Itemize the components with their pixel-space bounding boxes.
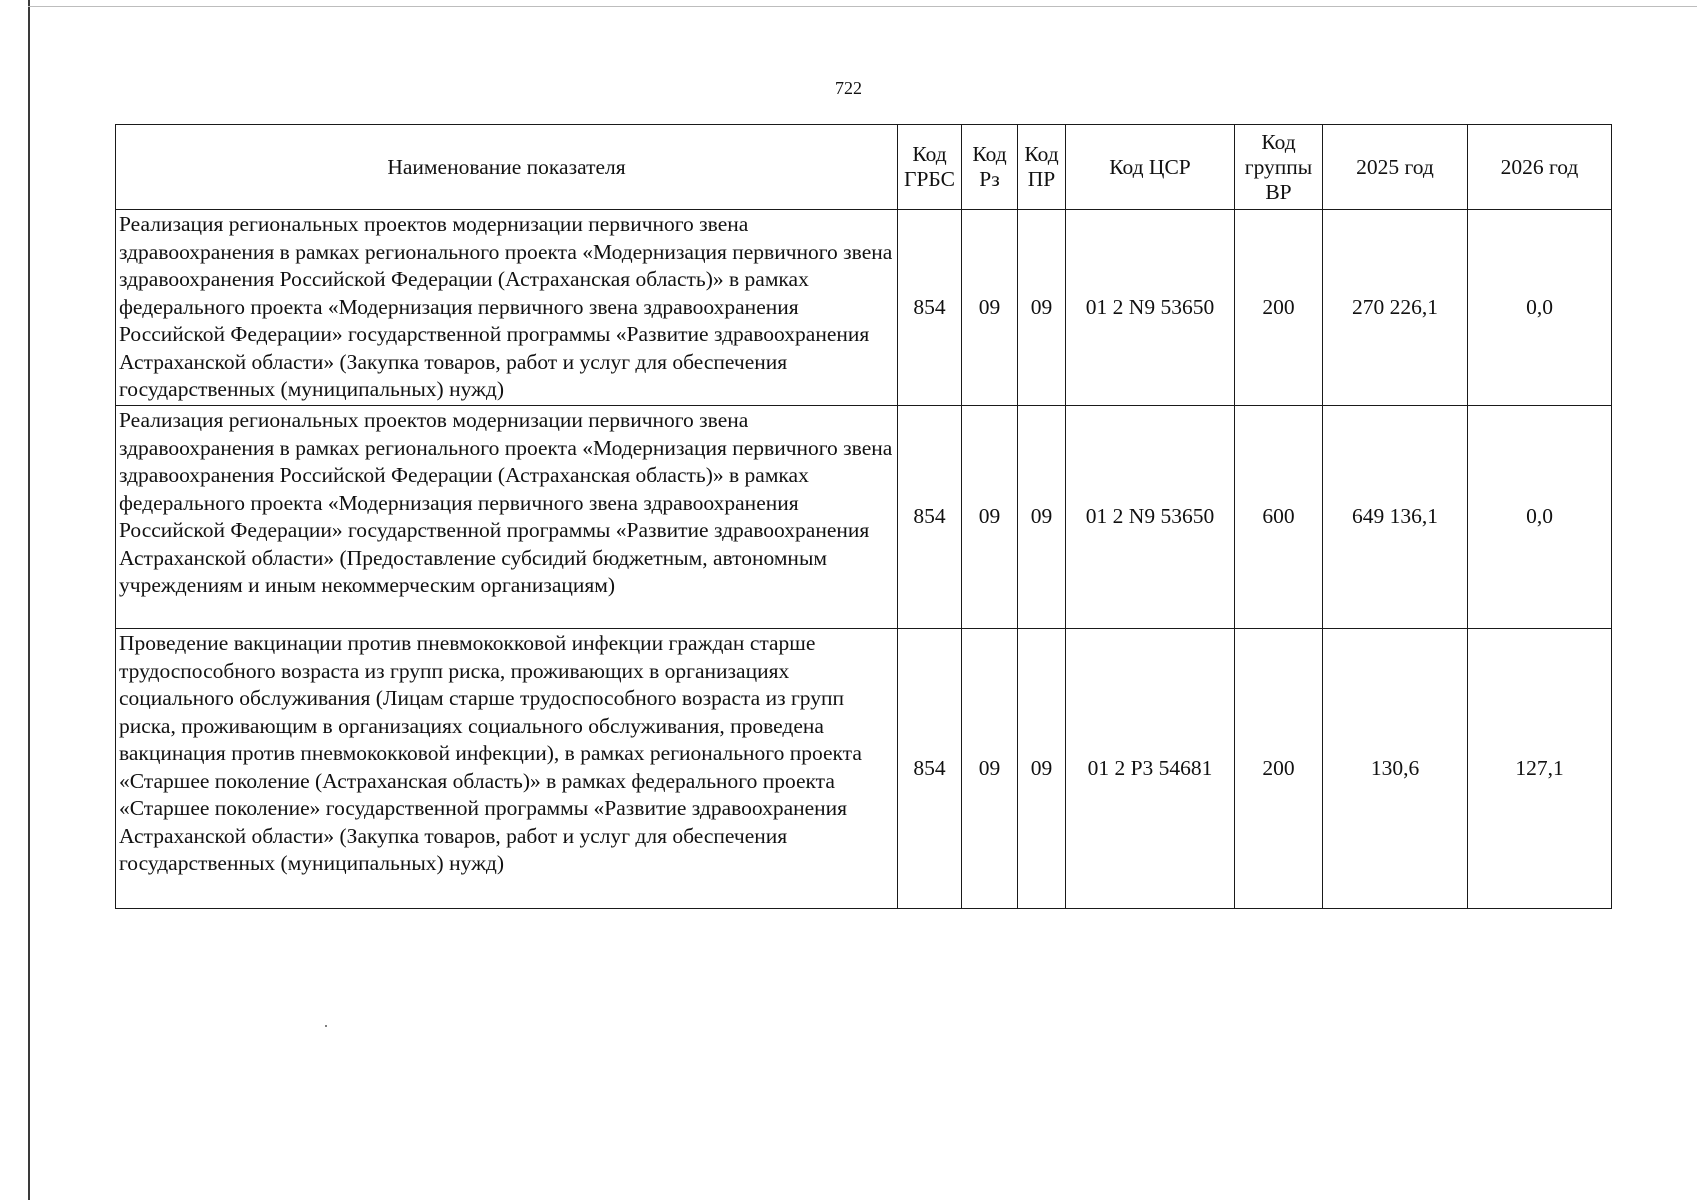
cell-vr: 200: [1235, 210, 1323, 406]
page-number: 722: [835, 78, 862, 98]
cell-grbs: 854: [898, 406, 962, 629]
header-2025: 2025 год: [1323, 125, 1468, 210]
header-pr: Код ПР: [1018, 125, 1066, 210]
header-vr: Код группы ВР: [1235, 125, 1323, 210]
cell-csr: 01 2 N9 53650: [1066, 210, 1235, 406]
cell-grbs: 854: [898, 629, 962, 909]
cell-2025: 270 226,1: [1323, 210, 1468, 406]
cell-name: Проведение вакцинации против пневмококковой инфекции граждан старше трудоспособного возраста из групп риска, проживающих в организациях социального обслуживания (Лицам старше трудоспособного возраста из групп риска, проживающим в организациях социального обслуживания, проведена вакцинация против пневмококковой инфекции), в рамках регионального проекта «Старшее поколение (Астраханская область)» в рамках федерального проекта «Старшее поколение» государственной программы «Развитие здравоохранения Астраханской области» (Закупка товаров, работ и услуг для обеспечения государственных (муниципальных) нужд): [116, 629, 898, 909]
header-grbs: Код ГРБС: [898, 125, 962, 210]
table-header-row: [116, 125, 1612, 210]
table-row: [116, 406, 1612, 629]
scan-edge-left: [28, 0, 30, 1200]
header-name: Наименование показателя: [116, 125, 898, 210]
header-2026: 2026 год: [1468, 125, 1612, 210]
cell-rz: 09: [962, 210, 1018, 406]
cell-vr: 200: [1235, 629, 1323, 909]
cell-pr: 09: [1018, 629, 1066, 909]
cell-rz: 09: [962, 629, 1018, 909]
table-row: [116, 629, 1612, 909]
header-rz: Код Рз: [962, 125, 1018, 210]
cell-pr: 09: [1018, 210, 1066, 406]
cell-name: Реализация региональных проектов модернизации первичного звена здравоохранения в рамках регионального проекта «Модернизация первичного звена здравоохранения Российской Федерации (Астраханская область)» в рамках федерального проекта «Модернизация первичного звена здравоохранения Российской Федерации» государственной программы «Развитие здравоохранения Астраханской области» (Предоставление субсидий бюджетным, автономным учреждениям и иным некоммерческим организациям): [116, 406, 898, 629]
cell-2025: 649 136,1: [1323, 406, 1468, 629]
cell-vr: 600: [1235, 406, 1323, 629]
cell-2026: 127,1: [1468, 629, 1612, 909]
cell-csr: 01 2 P3 54681: [1066, 629, 1235, 909]
cell-csr: 01 2 N9 53650: [1066, 406, 1235, 629]
budget-table: [115, 124, 1612, 909]
cell-2025: 130,6: [1323, 629, 1468, 909]
scan-speck: [325, 1025, 327, 1027]
cell-pr: 09: [1018, 406, 1066, 629]
scan-edge-top: [28, 6, 1697, 7]
cell-name: Реализация региональных проектов модернизации первичного звена здравоохранения в рамках регионального проекта «Модернизация первичного звена здравоохранения Российской Федерации (Астраханская область)» в рамках федерального проекта «Модернизация первичного звена здравоохранения Российской Федерации» государственной программы «Развитие здравоохранения Астраханской области» (Закупка товаров, работ и услуг для обеспечения государственных (муниципальных) нужд): [116, 210, 898, 406]
cell-2026: 0,0: [1468, 406, 1612, 629]
cell-2026: 0,0: [1468, 210, 1612, 406]
header-csr: Код ЦСР: [1066, 125, 1235, 210]
cell-grbs: 854: [898, 210, 962, 406]
table-row: [116, 210, 1612, 406]
cell-rz: 09: [962, 406, 1018, 629]
